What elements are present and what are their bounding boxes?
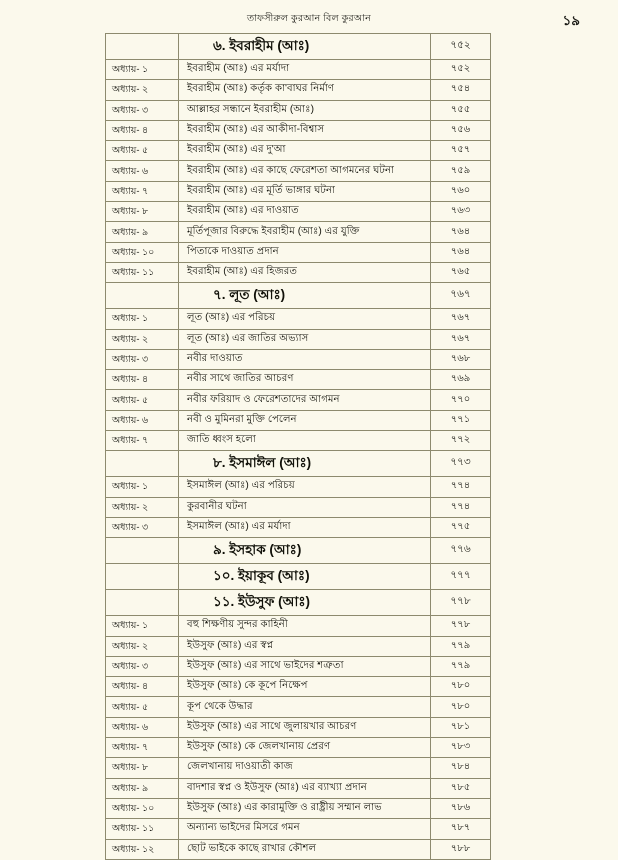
toc-entry-title: জাতি ধ্বংস হলো xyxy=(179,431,431,451)
toc-entry-row xyxy=(106,636,491,656)
toc-page-number: ৭৭৭ xyxy=(431,564,491,590)
toc-entry-row xyxy=(106,839,491,859)
toc-chapter-label: অধ্যায়- ৭ xyxy=(106,431,179,451)
table-of-contents xyxy=(105,33,490,860)
toc-section-row xyxy=(106,451,491,477)
toc-chapter-label: অধ্যায়- ২ xyxy=(106,329,179,349)
toc-entry-title: ইসমাঈল (আঃ) এর পরিচয় xyxy=(179,477,431,497)
toc-page-number: ৭৭২ xyxy=(431,431,491,451)
toc-entry-title: ইবরাহীম (আঃ) এর কাছে ফেরেশতা আগমনের ঘটনা xyxy=(179,161,431,181)
toc-chapter-label: অধ্যায়- ৯ xyxy=(106,778,179,798)
toc-entry-title: ইবরাহীম (আঃ) কর্তৃক কা'বাঘর নির্মাণ xyxy=(179,80,431,100)
toc-entry-row xyxy=(106,738,491,758)
toc-page-number: ৭৮০ xyxy=(431,697,491,717)
toc-entry-row xyxy=(106,697,491,717)
toc-entry-row xyxy=(106,477,491,497)
toc-chapter-label: অধ্যায়- ১ xyxy=(106,477,179,497)
toc-chapter-label: অধ্যায়- ৫ xyxy=(106,141,179,161)
toc-entry-row xyxy=(106,677,491,697)
toc-chapter-label: অধ্যায়- ৪ xyxy=(106,120,179,140)
toc-chapter-label: অধ্যায়- ১১ xyxy=(106,819,179,839)
toc-section-row xyxy=(106,34,491,60)
toc-chapter-label: অধ্যায়- ১২ xyxy=(106,839,179,859)
toc-entry-title: অন্যান্য ভাইদের মিসরে গমন xyxy=(179,819,431,839)
toc-entry-row xyxy=(106,80,491,100)
toc-entry-row xyxy=(106,616,491,636)
toc-page-number: ৭৭০ xyxy=(431,390,491,410)
toc-page-number: ৭৮৮ xyxy=(431,839,491,859)
toc-entry-title: বাদশার স্বপ্ন ও ইউসুফ (আঃ) এর ব্যাখ্যা প্রদান xyxy=(179,778,431,798)
toc-chapter-label: অধ্যায়- ২ xyxy=(106,636,179,656)
toc-entry-row xyxy=(106,798,491,818)
toc-entry-row xyxy=(106,141,491,161)
toc-section-title: ১১. ইউসুফ (আঃ) xyxy=(179,590,431,616)
toc-entry-row xyxy=(106,517,491,537)
toc-entry-title: লূত (আঃ) এর পরিচয় xyxy=(179,309,431,329)
toc-section-row xyxy=(106,538,491,564)
toc-page-number: ৭৬৭ xyxy=(431,329,491,349)
toc-entry-title: ইউসুফ (আঃ) কে কূপে নিক্ষেপ xyxy=(179,677,431,697)
toc-section-row xyxy=(106,564,491,590)
toc-entry-row xyxy=(106,309,491,329)
toc-entry-title: আল্লাহর সন্ধানে ইবরাহীম (আঃ) xyxy=(179,100,431,120)
toc-entry-row xyxy=(106,120,491,140)
toc-entry-title: ইবরাহীম (আঃ) এর দাওয়াত xyxy=(179,202,431,222)
toc-entry-title: লূত (আঃ) এর জাতির অভ্যাস xyxy=(179,329,431,349)
toc-page-number: ৭৭৯ xyxy=(431,636,491,656)
toc-entry-title: নবীর ফরিয়াদ ও ফেরেশতাদের আগমন xyxy=(179,390,431,410)
toc-entry-row xyxy=(106,410,491,430)
toc-entry-title: মূর্তিপূজার বিরুদ্ধে ইবরাহীম (আঃ) এর যুক্তি xyxy=(179,222,431,242)
toc-entry-title: বহু শিক্ষণীয় সুন্দর কাহিনী xyxy=(179,616,431,636)
toc-entry-row xyxy=(106,717,491,737)
toc-entry-row xyxy=(106,758,491,778)
toc-chapter-label: অধ্যায়- ৪ xyxy=(106,677,179,697)
toc-entry-title: ইউসুফ (আঃ) এর সাথে ভাইদের শত্রুতা xyxy=(179,656,431,676)
toc-chapter-label: অধ্যায়- ৫ xyxy=(106,390,179,410)
toc-entry-row xyxy=(106,100,491,120)
toc-chapter-label: অধ্যায়- ৮ xyxy=(106,202,179,222)
toc-entry-title: পিতাকে দাওয়াত প্রদান xyxy=(179,242,431,262)
toc-page-number: ৭৭১ xyxy=(431,410,491,430)
toc-body xyxy=(106,34,491,860)
toc-entry-row xyxy=(106,181,491,201)
toc-page-number: ৭৬৩ xyxy=(431,202,491,222)
toc-chapter-label: অধ্যায়- ৭ xyxy=(106,738,179,758)
toc-page-number: ৭৮০ xyxy=(431,677,491,697)
toc-chapter-label: অধ্যায়- ৯ xyxy=(106,222,179,242)
toc-chapter-label: অধ্যায়- ৩ xyxy=(106,100,179,120)
toc-entry-title: ইসমাঈল (আঃ) এর মর্যাদা xyxy=(179,517,431,537)
toc-section-row xyxy=(106,283,491,309)
toc-chapter-label: অধ্যায়- ১ xyxy=(106,60,179,80)
toc-page-number: ৭৮৪ xyxy=(431,758,491,778)
toc-entry-title: ইউসুফ (আঃ) এর সাথে জুলায়খার আচরণ xyxy=(179,717,431,737)
toc-section-row xyxy=(106,590,491,616)
toc-entry-row xyxy=(106,60,491,80)
toc-chapter-label: অধ্যায়- ৫ xyxy=(106,697,179,717)
toc-entry-title: জেলখানায় দাওয়াতী কাজ xyxy=(179,758,431,778)
toc-page-number: ৭৮৭ xyxy=(431,819,491,839)
toc-page-number: ৭৮৬ xyxy=(431,798,491,818)
toc-entry-row xyxy=(106,370,491,390)
toc-entry-row xyxy=(106,202,491,222)
toc-section-title: ৮. ইসমাঈল (আঃ) xyxy=(179,451,431,477)
toc-entry-title: ইবরাহীম (আঃ) এর আকীদা-বিশ্বাস xyxy=(179,120,431,140)
book-title: তাফসীরুল কুরআন বিল কুরআন xyxy=(246,13,372,24)
toc-chapter-label: অধ্যায়- ৬ xyxy=(106,717,179,737)
toc-page-number: ৭৫২ xyxy=(431,34,491,60)
toc-page-number: ৭৭৯ xyxy=(431,656,491,676)
toc-chapter-label: অধ্যায়- ১ xyxy=(106,309,179,329)
toc-page-number: ৭৬৪ xyxy=(431,222,491,242)
toc-chapter-label: অধ্যায়- ১০ xyxy=(106,798,179,818)
toc-entry-row xyxy=(106,242,491,262)
toc-page-number: ৭৬৭ xyxy=(431,309,491,329)
toc-chapter-label xyxy=(106,538,179,564)
toc-entry-row xyxy=(106,778,491,798)
toc-page-number: ৭৫২ xyxy=(431,60,491,80)
toc-chapter-label: অধ্যায়- ২ xyxy=(106,497,179,517)
toc-chapter-label xyxy=(106,590,179,616)
toc-chapter-label xyxy=(106,564,179,590)
toc-entry-title: ইউসুফ (আঃ) কে জেলখানায় প্রেরণ xyxy=(179,738,431,758)
toc-entry-row xyxy=(106,819,491,839)
toc-page-number: ৭৮৫ xyxy=(431,778,491,798)
toc-entry-title: ইউসুফ (আঃ) এর স্বপ্ন xyxy=(179,636,431,656)
toc-section-title: ৭. লূত (আঃ) xyxy=(179,283,431,309)
toc-chapter-label: অধ্যায়- ৩ xyxy=(106,349,179,369)
toc-entry-row xyxy=(106,497,491,517)
toc-entry-title: নবীর সাথে জাতির আচরণ xyxy=(179,370,431,390)
toc-page-number: ৭৫৭ xyxy=(431,141,491,161)
toc-page-number: ৭৬৪ xyxy=(431,242,491,262)
toc-entry-title: ইবরাহীম (আঃ) এর মূর্তি ভাঙ্গার ঘটনা xyxy=(179,181,431,201)
toc-chapter-label xyxy=(106,451,179,477)
toc-chapter-label: অধ্যায়- ৭ xyxy=(106,181,179,201)
toc-chapter-label: অধ্যায়- ৬ xyxy=(106,410,179,430)
toc-page-number: ৭৬৯ xyxy=(431,370,491,390)
toc-page-number: ৭৬৫ xyxy=(431,262,491,282)
toc-chapter-label: অধ্যায়- ২ xyxy=(106,80,179,100)
toc-entry-title: নবীর দাওয়াত xyxy=(179,349,431,369)
toc-page-number: ৭৭৬ xyxy=(431,538,491,564)
toc-entry-title: কূপ থেকে উদ্ধার xyxy=(179,697,431,717)
toc-page-number: ৭৭৪ xyxy=(431,497,491,517)
toc-entry-title: ইবরাহীম (আঃ) এর হিজরত xyxy=(179,262,431,282)
toc-entry-row xyxy=(106,390,491,410)
toc-entry-row xyxy=(106,161,491,181)
toc-entry-row xyxy=(106,349,491,369)
toc-page-number: ৭৫৪ xyxy=(431,80,491,100)
toc-page-number: ৭৫৬ xyxy=(431,120,491,140)
toc-entry-title: ইবরাহীম (আঃ) এর মর্যাদা xyxy=(179,60,431,80)
toc-page-number: ৭৭৮ xyxy=(431,590,491,616)
toc-entry-row xyxy=(106,656,491,676)
toc-chapter-label: অধ্যায়- ১ xyxy=(106,616,179,636)
toc-page-number: ৭৮১ xyxy=(431,717,491,737)
toc-page-number: ৭৬৮ xyxy=(431,349,491,369)
toc-chapter-label xyxy=(106,283,179,309)
toc-chapter-label: অধ্যায়- ৩ xyxy=(106,656,179,676)
toc-entry-title: নবী ও মুমিনরা মুক্তি পেলেন xyxy=(179,410,431,430)
toc-chapter-label: অধ্যায়- ১০ xyxy=(106,242,179,262)
toc-chapter-label: অধ্যায়- ৮ xyxy=(106,758,179,778)
toc-entry-row xyxy=(106,222,491,242)
running-header xyxy=(0,12,618,34)
toc-entry-row xyxy=(106,262,491,282)
toc-page-number: ৭৫৯ xyxy=(431,161,491,181)
toc-entry-row xyxy=(106,431,491,451)
toc-section-title: ৯. ইসহাক (আঃ) xyxy=(179,538,431,564)
toc-page-number: ৭৭৫ xyxy=(431,517,491,537)
toc-entry-row xyxy=(106,329,491,349)
toc-page-number: ৭৭৮ xyxy=(431,616,491,636)
toc-section-title: ৬. ইবরাহীম (আঃ) xyxy=(179,34,431,60)
toc-page-number: ৭৭৪ xyxy=(431,477,491,497)
toc-page-number: ৭৭৩ xyxy=(431,451,491,477)
toc-chapter-label: অধ্যায়- ৪ xyxy=(106,370,179,390)
toc-entry-title: কুরবানীর ঘটনা xyxy=(179,497,431,517)
toc-chapter-label: অধ্যায়- ১১ xyxy=(106,262,179,282)
toc-page-number: ৭৮৩ xyxy=(431,738,491,758)
page-number: ১৯ xyxy=(562,13,580,28)
toc-entry-title: ইবরাহীম (আঃ) এর দু'আ xyxy=(179,141,431,161)
toc-entry-title: ইউসুফ (আঃ) এর কারামুক্তি ও রাষ্ট্রীয় সম্মান লাভ xyxy=(179,798,431,818)
toc-chapter-label xyxy=(106,34,179,60)
toc-page-number: ৭৬০ xyxy=(431,181,491,201)
toc-chapter-label: অধ্যায়- ৩ xyxy=(106,517,179,537)
toc-chapter-label: অধ্যায়- ৬ xyxy=(106,161,179,181)
toc-page-number: ৭৬৭ xyxy=(431,283,491,309)
toc-page-number: ৭৫৫ xyxy=(431,100,491,120)
toc-entry-title: ছোট ভাইকে কাছে রাখার কৌশল xyxy=(179,839,431,859)
toc-table xyxy=(105,33,491,860)
toc-section-title: ১০. ইয়াকূব (আঃ) xyxy=(179,564,431,590)
